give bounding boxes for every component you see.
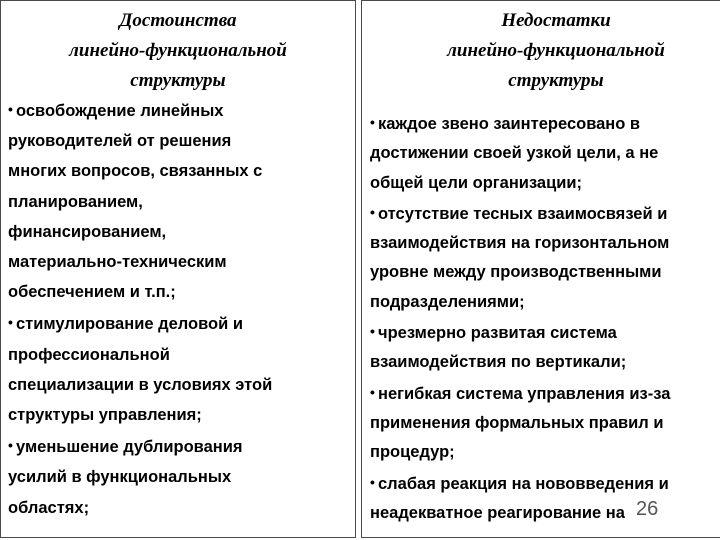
list-item — [370, 108, 670, 198]
item-text: планированием, — [8, 192, 143, 211]
item-text: процедур; — [370, 443, 455, 462]
page-number: 26 — [636, 498, 659, 520]
item-text: стимулирование деловой и — [16, 315, 243, 334]
item-text: уменьшение дублирования — [16, 438, 243, 457]
advantages-list — [8, 94, 272, 523]
item-text: структуры управления; — [8, 406, 202, 425]
item-text: отсутствие тесных взаимосвязей и — [378, 204, 668, 223]
item-text: обеспечением и т.п.; — [8, 283, 176, 302]
item-text: многих вопросов, связанных с — [8, 162, 263, 181]
heading-line: Достоинства — [119, 10, 237, 31]
advantages-heading — [1, 6, 355, 96]
item-text: руководителей от решения — [8, 132, 232, 151]
heading-line: структуры — [508, 70, 604, 91]
bullet-icon: • — [8, 101, 13, 117]
item-text: взаимодействия на горизонтальном — [370, 234, 670, 253]
list-item — [8, 430, 272, 523]
disadvantages-panel — [361, 0, 720, 538]
item-text: материально-техническим — [8, 253, 227, 272]
item-text: общей цели организации; — [370, 173, 583, 192]
item-text: негибкая система управления из-за — [378, 384, 671, 403]
disadvantages-heading — [362, 6, 720, 96]
list-item — [370, 317, 670, 378]
item-text: освобождение линейных — [16, 102, 224, 120]
heading-line: линейно-функциональной — [447, 40, 665, 61]
bullet-icon: • — [370, 323, 375, 340]
item-text: слабая реакция на нововведения и — [378, 474, 669, 493]
bullet-icon: • — [370, 473, 375, 490]
item-text: взаимодействия по вертикали; — [370, 353, 627, 372]
list-item — [8, 94, 272, 307]
heading-line: линейно-функциональной — [69, 40, 287, 61]
item-text: специализации в условиях этой — [8, 375, 273, 394]
item-text: подразделениями; — [370, 292, 525, 311]
list-item — [370, 198, 670, 317]
list-item — [370, 378, 670, 468]
item-text: финансированием, — [8, 222, 167, 241]
list-item — [370, 468, 670, 529]
item-text: чрезмерно развитая система — [378, 324, 617, 343]
item-text: профессиональной — [8, 345, 170, 364]
bullet-icon: • — [370, 203, 375, 220]
item-text: усилий в функциональных — [8, 468, 232, 487]
bullet-icon: • — [370, 383, 375, 400]
list-item — [8, 307, 272, 430]
bullet-icon: • — [8, 314, 13, 331]
item-text: уровне между производственными — [370, 263, 662, 282]
heading-line: структуры — [130, 70, 226, 91]
item-text: областях; — [8, 498, 90, 517]
item-text: применения формальных правил и — [370, 413, 664, 432]
item-text: каждое звено заинтересовано в — [378, 115, 641, 133]
item-text: неадекватное реагирование на — [370, 503, 625, 522]
disadvantages-list — [370, 108, 670, 528]
advantages-panel — [0, 0, 356, 538]
bullet-icon: • — [8, 437, 13, 454]
heading-line: Недостатки — [501, 10, 611, 31]
item-text: достижении своей узкой цели, а не — [370, 144, 659, 163]
bullet-icon: • — [370, 114, 375, 130]
